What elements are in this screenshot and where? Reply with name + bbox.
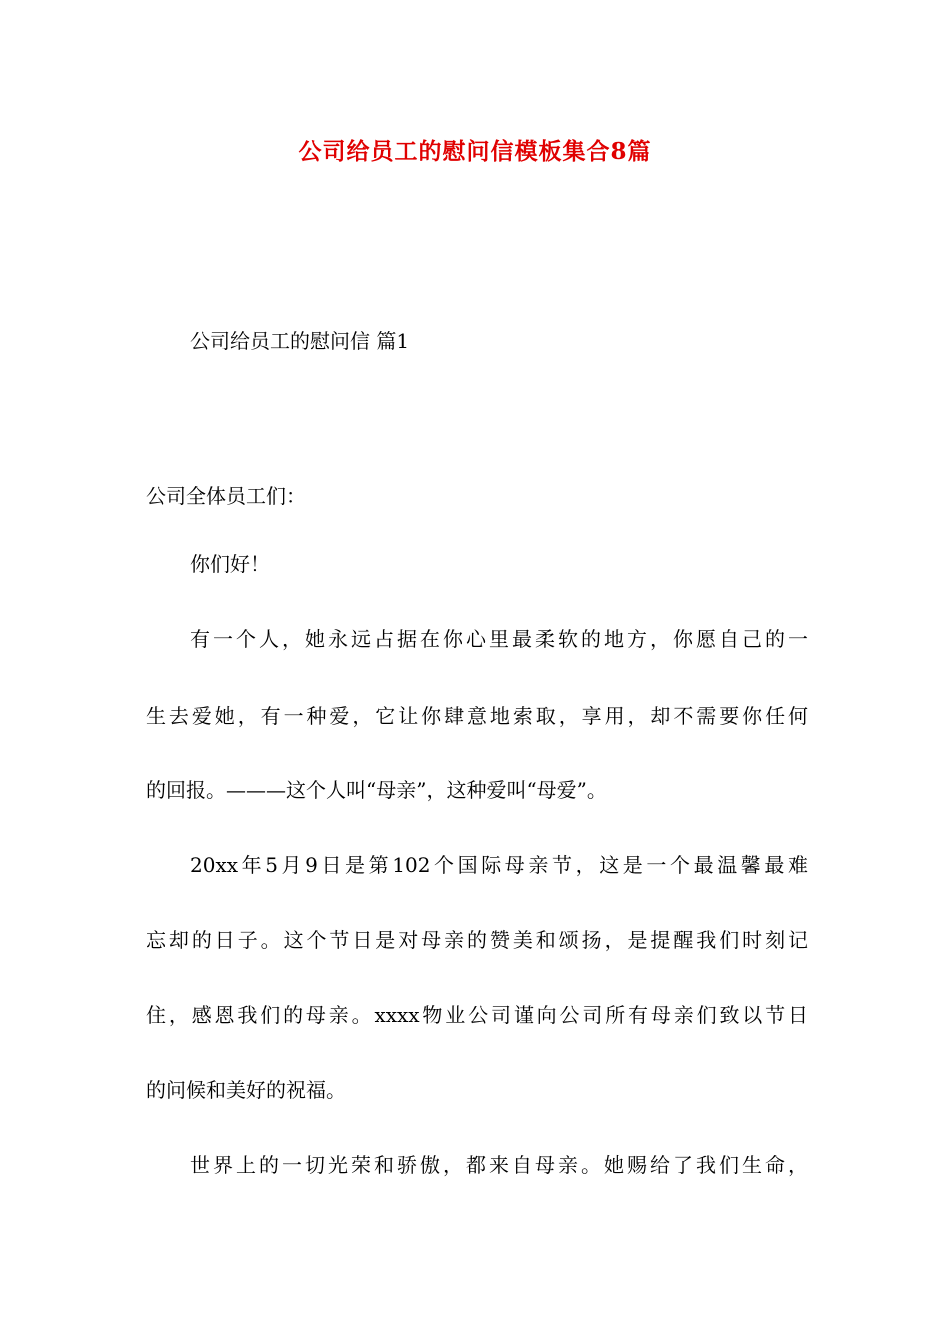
- paragraph-line: 的问候和美好的祝福。: [146, 1078, 346, 1102]
- section-heading: 公司给员工的慰问信 篇1: [190, 329, 410, 353]
- greeting: 你们好！: [190, 552, 270, 576]
- paragraph-line: 忘却的日子。这个节日是对母亲的赞美和颂扬，是提醒我们时刻记: [146, 928, 808, 952]
- paragraph-line: 20xx年5月9日是第102个国际母亲节，这是一个最温馨最难: [190, 853, 808, 877]
- paragraph-line: 生去爱她，有一种爱，它让你肆意地索取，享用，却不需要你任何: [146, 704, 808, 728]
- salutation: 公司全体员工们：: [146, 484, 306, 508]
- paragraph-line: 的回报。———这个人叫“母亲”，这种爱叫“母爱”。: [146, 778, 607, 802]
- paragraph-line: 住，感恩我们的母亲。xxxx物业公司谨向公司所有母亲们致以节日: [146, 1003, 808, 1027]
- document-title: 公司给员工的慰问信模板集合8篇: [298, 138, 652, 165]
- paragraph-line: 世界上的一切光荣和骄傲，都来自母亲。她赐给了我们生命，: [190, 1153, 808, 1177]
- paragraph-line: 有一个人，她永远占据在你心里最柔软的地方，你愿自己的一: [190, 627, 808, 651]
